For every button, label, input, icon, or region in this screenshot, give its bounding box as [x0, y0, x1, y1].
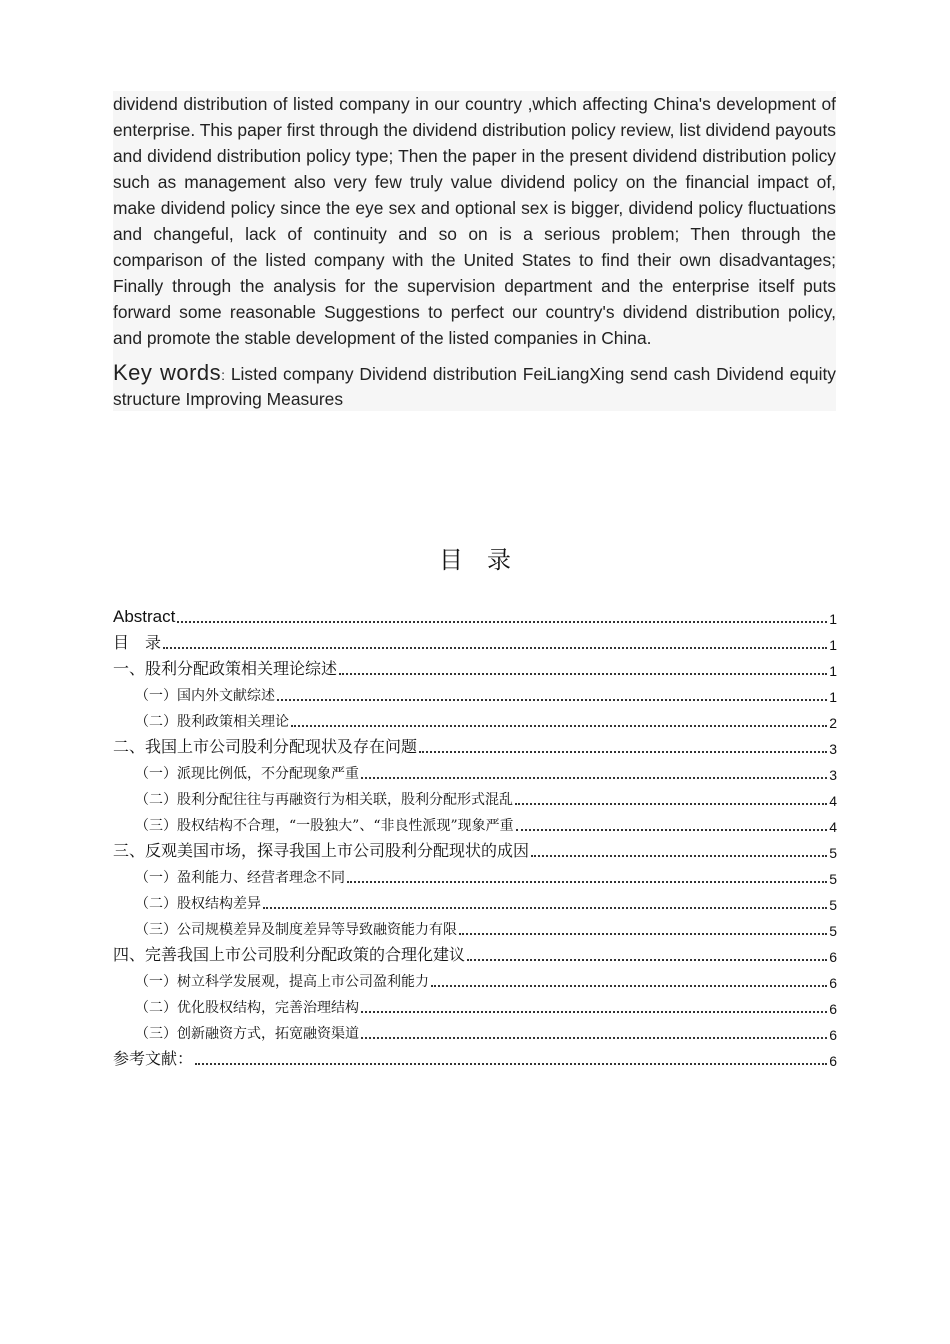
toc-entry-section-2-2[interactable]: [113, 783, 837, 809]
toc-entry-page: 4: [829, 819, 837, 835]
keywords-text: Listed company Dividend distribution FeiLiangXing send cash Dividend equity structure Improving Measures: [113, 364, 836, 409]
toc-dot-leader: [361, 1011, 827, 1013]
toc-entry-chapter-1[interactable]: [113, 653, 837, 679]
toc-entry-references[interactable]: [113, 1043, 837, 1069]
toc-entry-section-3-2[interactable]: [113, 887, 837, 913]
toc-dot-leader: [163, 647, 827, 649]
toc-dot-leader: [467, 959, 827, 961]
toc-entry-section-1-1[interactable]: [113, 679, 837, 705]
toc-entry-page: 5: [829, 845, 837, 861]
toc-entry-page: 1: [829, 689, 837, 705]
abstract-section: [113, 91, 836, 411]
toc-entry-page: 1: [829, 611, 837, 627]
toc-entry-label: 三、反观美国市场，探寻我国上市公司股利分配现状的成因: [113, 841, 530, 860]
toc-entry-label: 参考文献：: [113, 1049, 194, 1068]
toc-dot-leader: [263, 907, 827, 909]
toc-dot-leader: [361, 1037, 827, 1039]
toc-dot-leader: [459, 933, 827, 935]
keywords-label: Key words: [113, 360, 222, 385]
toc-dot-leader: [431, 985, 827, 987]
toc-entry-page: 6: [829, 1027, 837, 1043]
toc-dot-leader: [419, 751, 827, 753]
toc-entry-chapter-3[interactable]: [113, 835, 837, 861]
keywords-line: [113, 361, 836, 411]
toc-entry-page: 6: [829, 975, 837, 991]
toc-entry-page: 1: [829, 637, 837, 653]
toc-entry-page: 6: [829, 949, 837, 965]
toc-entry-label: 一、股利分配政策相关理论综述: [113, 659, 338, 678]
toc-entry-section-2-1[interactable]: [113, 757, 837, 783]
toc-dot-leader: [531, 855, 827, 857]
toc-entry-page: 3: [829, 741, 837, 757]
toc-entry-label: （二）股利政策相关理论: [135, 714, 289, 730]
toc-entry-label: （二）股权结构差异: [135, 896, 261, 912]
toc-entry-page: 5: [829, 871, 837, 887]
toc-entry-section-3-3[interactable]: [113, 913, 837, 939]
toc-entry-label: 目 录: [113, 633, 162, 652]
table-of-contents: [113, 601, 837, 1069]
toc-entry-page: 5: [829, 923, 837, 939]
toc-dot-leader: [515, 803, 827, 805]
toc-entry-label: （三）股权结构不合理，“一股独大”、“非良性派现”现象严重: [135, 818, 514, 834]
toc-dot-leader: [195, 1063, 827, 1065]
toc-entry-section-1-2[interactable]: [113, 705, 837, 731]
toc-entry-abstract[interactable]: [113, 601, 837, 627]
toc-entry-section-4-1[interactable]: [113, 965, 837, 991]
toc-entry-page: 1: [829, 663, 837, 679]
toc-entry-label: （一）树立科学发展观，提高上市公司盈利能力: [135, 974, 429, 990]
toc-entry-page: 3: [829, 767, 837, 783]
abstract-paragraph: dividend distribution of listed company in our country ,which affecting China's development of enterprise. This paper first through the dividend distribution policy review, list dividend payouts and dividend distribution policy type; Then the paper in the present dividend distribution policy such as management also very few truly value dividend policy on the financial impact of, make dividend policy since the eye sex and optional sex is bigger, dividend policy fluctuations and changeful, lack of continuity and so on is a serious problem; Then through the comparison of the listed company with the United States to find their own disadvantages; Finally through the analysis for the supervision department and the enterprise itself puts forward some reasonable Suggestions to perfect our country's dividend distribution policy, and promote the stable development of the listed companies in China.: [113, 94, 836, 348]
keywords-colon: :: [221, 367, 226, 383]
toc-entry-label: （一）国内外文献综述: [135, 688, 275, 704]
toc-entry-label: （三）公司规模差异及制度差异等导致融资能力有限: [135, 922, 457, 938]
toc-entry-page: 6: [829, 1053, 837, 1069]
toc-dot-leader: [361, 777, 827, 779]
toc-entry-page: 6: [829, 1001, 837, 1017]
toc-dot-leader: [347, 881, 827, 883]
toc-entry-section-2-3[interactable]: [113, 809, 837, 835]
toc-entry-chapter-2[interactable]: [113, 731, 837, 757]
toc-title: 目录: [439, 546, 535, 574]
toc-dot-leader: [277, 699, 827, 701]
toc-entry-chapter-4[interactable]: [113, 939, 837, 965]
toc-entry-label: （二）股利分配往往与再融资行为相关联，股利分配形式混乱: [135, 792, 513, 808]
toc-dot-leader: [339, 673, 827, 675]
toc-entry-label: （一）盈利能力、经营者理念不同: [135, 870, 345, 886]
toc-dot-leader: [177, 621, 827, 623]
toc-entry-label: Abstract: [113, 607, 176, 626]
toc-dot-leader: [291, 725, 827, 727]
toc-entry-label: （三）创新融资方式，拓宽融资渠道: [135, 1026, 359, 1042]
toc-entry-section-4-2[interactable]: [113, 991, 837, 1017]
toc-entry-contents[interactable]: [113, 627, 837, 653]
toc-entry-label: （二）优化股权结构，完善治理结构: [135, 1000, 359, 1016]
toc-dot-leader: [516, 829, 828, 831]
toc-entry-page: 4: [829, 793, 837, 809]
toc-entry-page: 2: [829, 715, 837, 731]
toc-entry-section-3-1[interactable]: [113, 861, 837, 887]
toc-entry-label: 四、完善我国上市公司股利分配政策的合理化建议: [113, 945, 466, 964]
toc-entry-page: 5: [829, 897, 837, 913]
toc-entry-section-4-3[interactable]: [113, 1017, 837, 1043]
toc-entry-label: （一）派现比例低，不分配现象严重: [135, 766, 359, 782]
toc-entry-label: 二、我国上市公司股利分配现状及存在问题: [113, 737, 418, 756]
